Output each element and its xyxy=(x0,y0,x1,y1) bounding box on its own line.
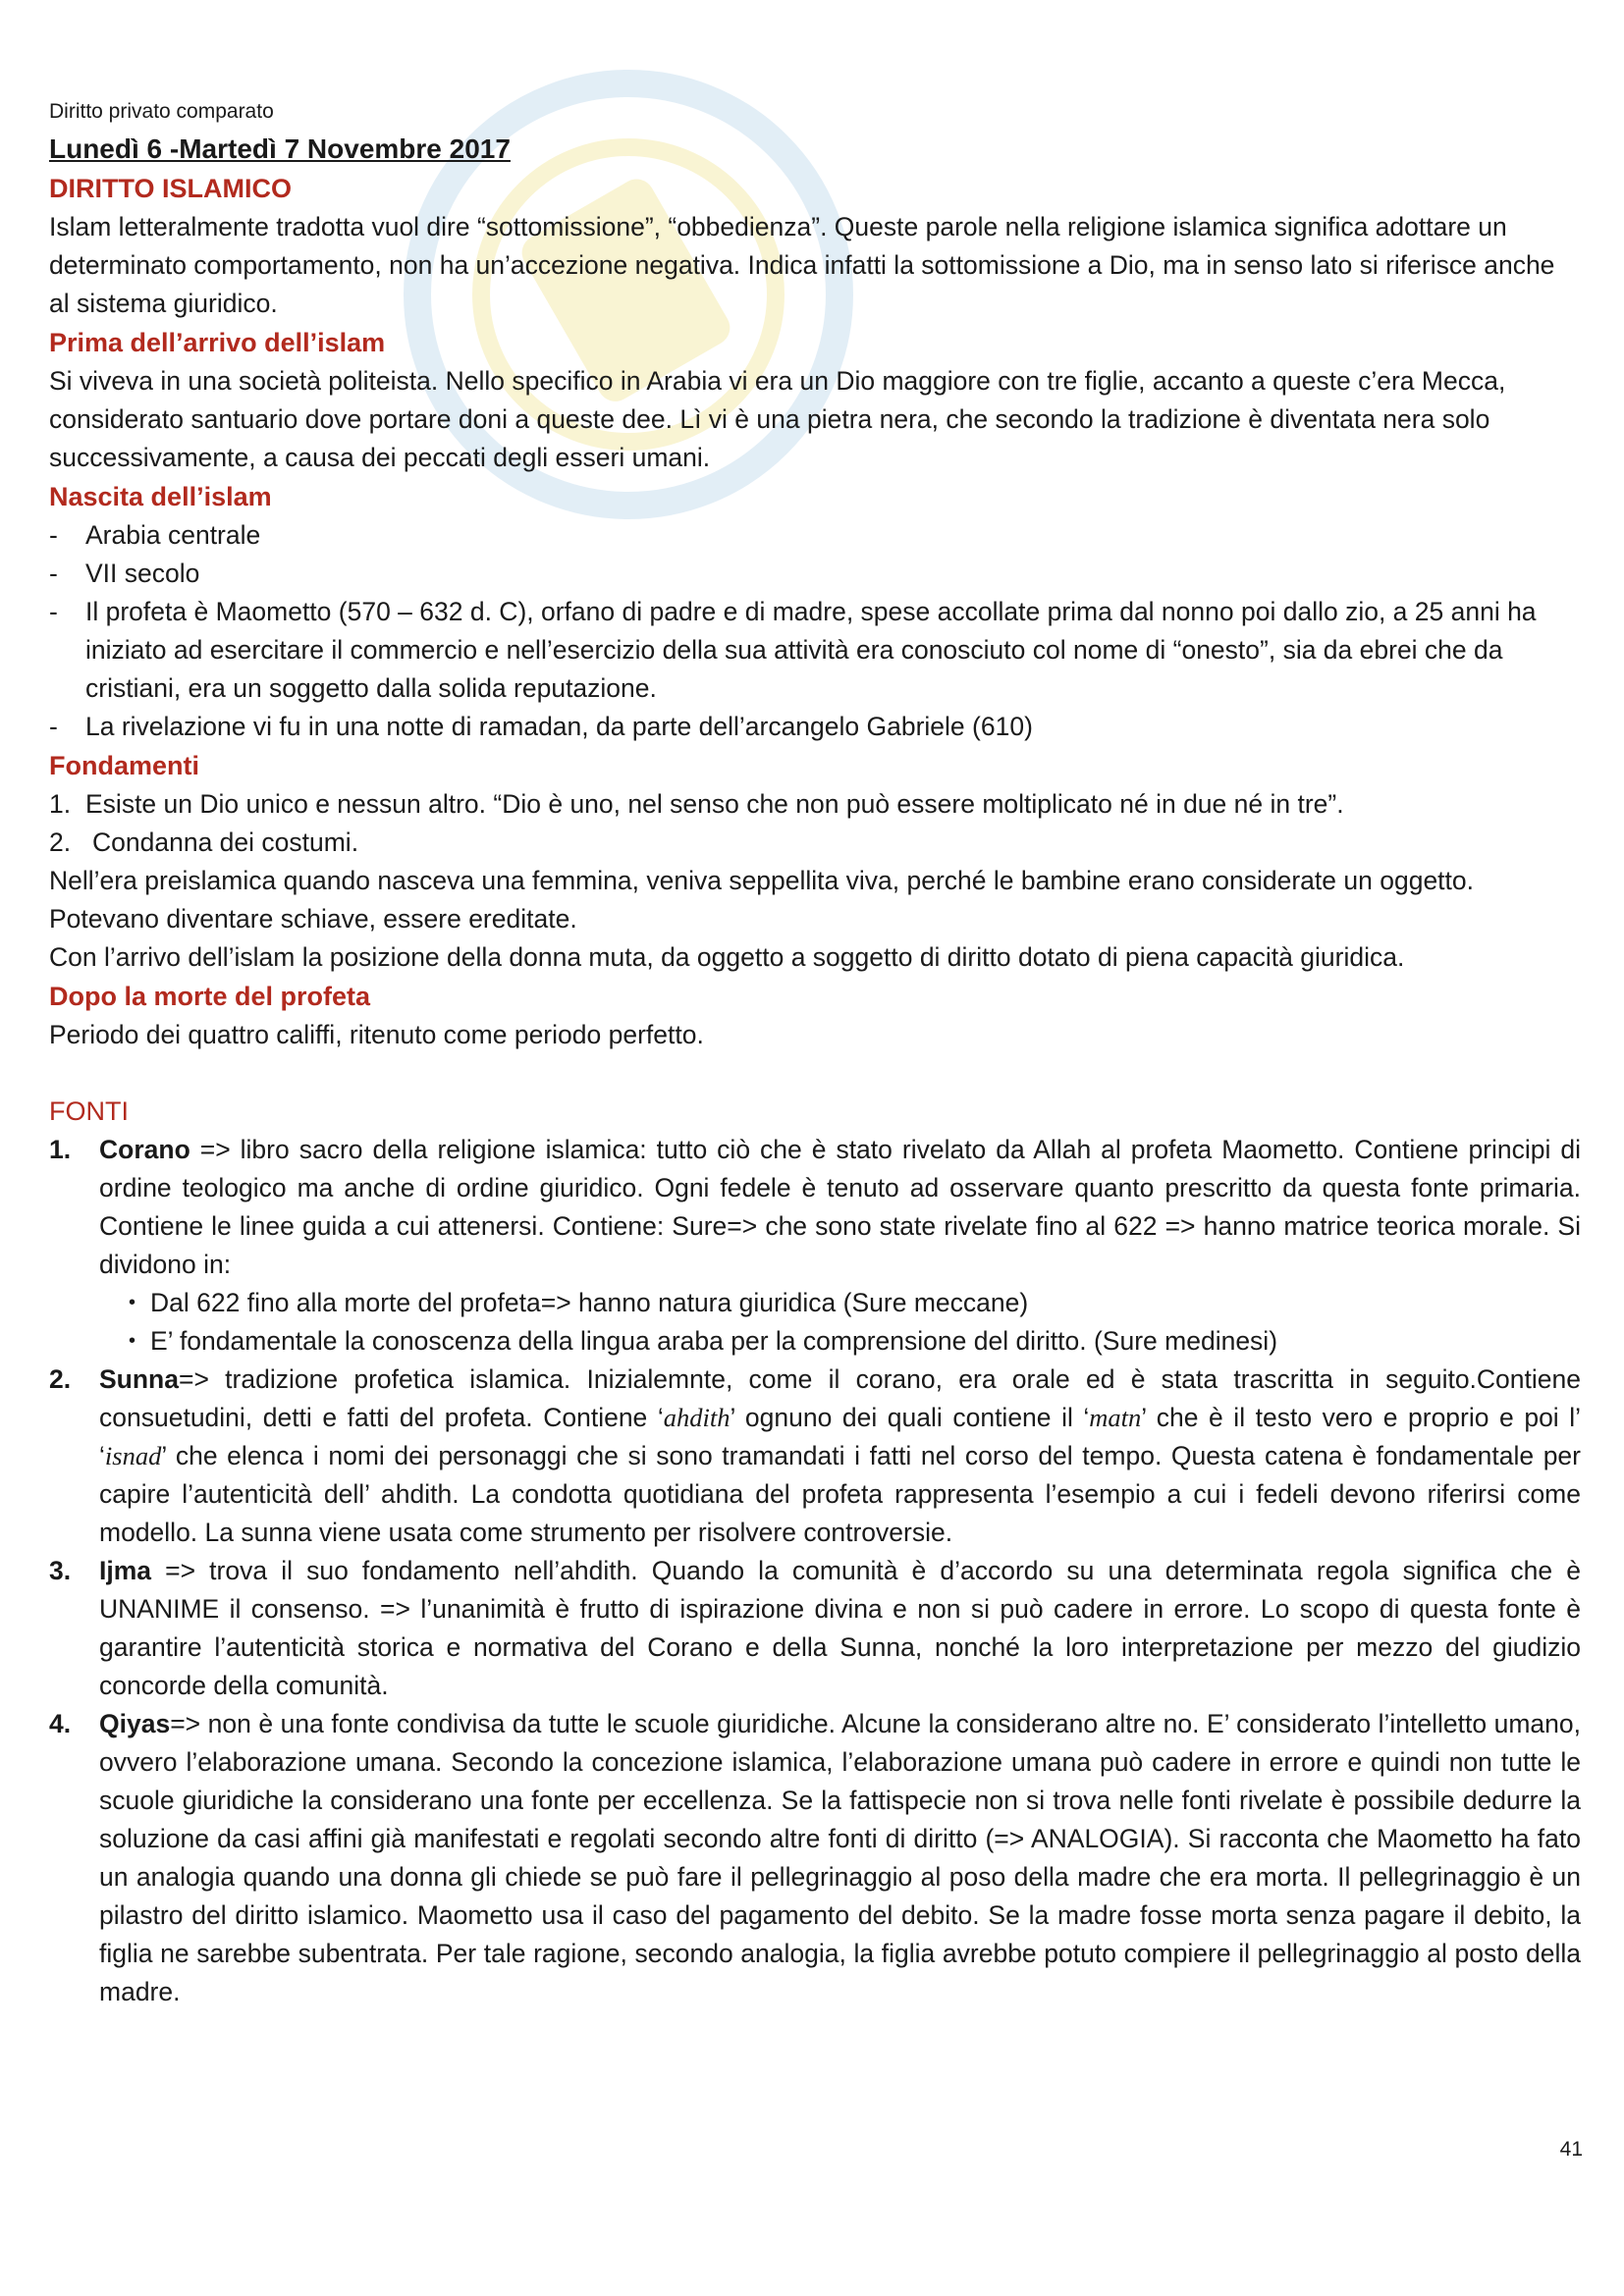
lecture-date: Lunedì 6 -Martedì 7 Novembre 2017 xyxy=(49,133,511,164)
heading-prima: Prima dell’arrivo dell’islam xyxy=(49,328,386,357)
heading-dopo: Dopo la morte del profeta xyxy=(49,982,371,1011)
heading-fondamenti: Fondamenti xyxy=(49,751,199,780)
list-item: - Arabia centrale xyxy=(49,516,1581,555)
list-item: • Dal 622 fino alla morte del profeta=> hanno natura giuridica (Sure meccane) xyxy=(99,1284,1581,1322)
fonte-qiyas: 4. Qiyas=> non è una fonte condivisa da tutte le scuole giuridiche. Alcune la considerano altre no. E’ considerato l’intelletto umano, ovvero l’elaborazione umana. Secondo la concezione islamica, l’elaborazione umana può cadere in errore e quindi non tutte le scuole giuridiche la considerano una fonte per eccellenza. Se la fattispecie non si trova nelle fonti rivelate è possibile dedurre la soluzione da casi affini già manifestati e regolati secondo altre fonti di diritto (=> ANALOGIA). Si racconta che Maometto ha fato un analogia quando una donna gli chiede se può fare il pellegrinaggio al poso della madre che era morta. Il pellegrinaggio è un pilastro del diritto islamico. Maometto usa il caso del pagamento del debito. Se la madre fosse morta senza pagare il debito, la figlia ne sarebbe subentrata. Per tale ragione, secondo analogia, la figlia avrebbe potuto compiere il pellegrinaggio al posto della madre. xyxy=(49,1709,1581,2006)
heading-nascita: Nascita dell’islam xyxy=(49,482,272,511)
paragraph: Si viveva in una società politeista. Nello specifico in Arabia vi era un Dio maggiore con tre figlie, accanto a queste c’era Mecca, considerato santuario dove portare doni a queste dee. Lì vi è una pietra nera, che secondo la tradizione è diventata nera solo successivamente, a causa dei peccati degli esseri umani. xyxy=(49,366,1506,472)
heading-diritto-islamico: DIRITTO ISLAMICO xyxy=(49,174,292,203)
course-name: Diritto privato comparato xyxy=(49,100,274,123)
fonte-ijma: 3. Ijma => trova il suo fondamento nell’ahdith. Quando la comunità è d’accordo su una determinata regola significa che è UNANIME il consenso. => l’unanimità è frutto di ispirazione divina e non si può cadere in errore. Lo scopo di questa fonte è garantire l’autenticità storica e normativa del Corano e della Sunna, nonché la loro interpretazione per mezzo del giudizio concorde della comunità. xyxy=(49,1556,1581,1700)
document-page xyxy=(49,96,1581,2011)
list-item: - La rivelazione vi fu in una notte di ramadan, da parte dell’arcangelo Gabriele (610) xyxy=(49,708,1581,746)
paragraph: Con l’arrivo dell’islam la posizione della donna muta, da oggetto a soggetto di diritto dotato di piena capacità giuridica. xyxy=(49,942,1405,972)
fonte-corano: 1. Corano => libro sacro della religione islamica: tutto ciò che è stato rivelato da Allah al profeta Maometto. Contiene principi di ordine teologico ma anche di ordine giuridico. Ogni fedele è tenuto ad osservare quanto prescritto da questa fonte primaria. Contiene le linee guida a cui attenersi. Contiene: Sure=> che sono state rivelate fino al 622 => hanno matrice teorica morale. Si dividono in: xyxy=(49,1135,1581,1279)
list-item: - VII secolo xyxy=(49,555,1581,593)
paragraph: Islam letteralmente tradotta vuol dire “sottomissione”, “obbedienza”. Queste parole nella religione islamica significa adottare un determinato comportamento, non ha un’accezione negativa. Indica infatti la sottomissione a Dio, ma in senso lato si riferisce anche al sistema giuridico. xyxy=(49,212,1555,318)
heading-fonti: FONTI xyxy=(49,1096,129,1126)
list-item: 2. Condanna dei costumi. xyxy=(49,828,359,857)
page-number: 41 xyxy=(1559,2138,1583,2161)
list-item: • E’ fondamentale la conoscenza della lingua araba per la comprensione del diritto. (Sure medinesi) xyxy=(99,1322,1581,1361)
list-item: 1. Esiste un Dio unico e nessun altro. “Dio è uno, nel senso che non può essere moltiplicato né in due né in tre”. xyxy=(49,789,1344,819)
list-item: - Il profeta è Maometto (570 – 632 d. C), orfano di padre e di madre, spese accollate prima dal nonno poi dallo zio, a 25 anni ha iniziato ad esercitare il commercio e nell’esercizio della sua attività era conosciuto col nome di “onesto”, sia da ebrei che da cristiani, era un soggetto dalla solida reputazione. xyxy=(49,593,1581,708)
fonte-sunna: 2. Sunna=> tradizione profetica islamica. Inizialemnte, come il corano, era orale ed è stata trascritta in seguito.Contiene consuetudini, detti e fatti del profeta. Contiene ‘ahdith’ ognuno dei quali contiene il ‘matn’ che è il testo vero e proprio e poi l’ ‘isnad’ che elenca i nomi dei personaggi che si sono tramandati i fatti nel corso del tempo. Questa catena è fondamentale per capire l’autenticità dell’ ahdith. La condotta quotidiana del profeta rappresenta l’esempio a cui i fedeli devono riferirsi come modello. La sunna viene usata come strumento per risolvere controversie. xyxy=(49,1364,1582,1547)
paragraph: Periodo dei quattro califfi, ritenuto come periodo perfetto. xyxy=(49,1020,704,1049)
paragraph: Nell’era preislamica quando nasceva una femmina, veniva seppellita viva, perché le bambine erano considerate un oggetto. Potevano diventare schiave, essere ereditate. xyxy=(49,866,1475,934)
